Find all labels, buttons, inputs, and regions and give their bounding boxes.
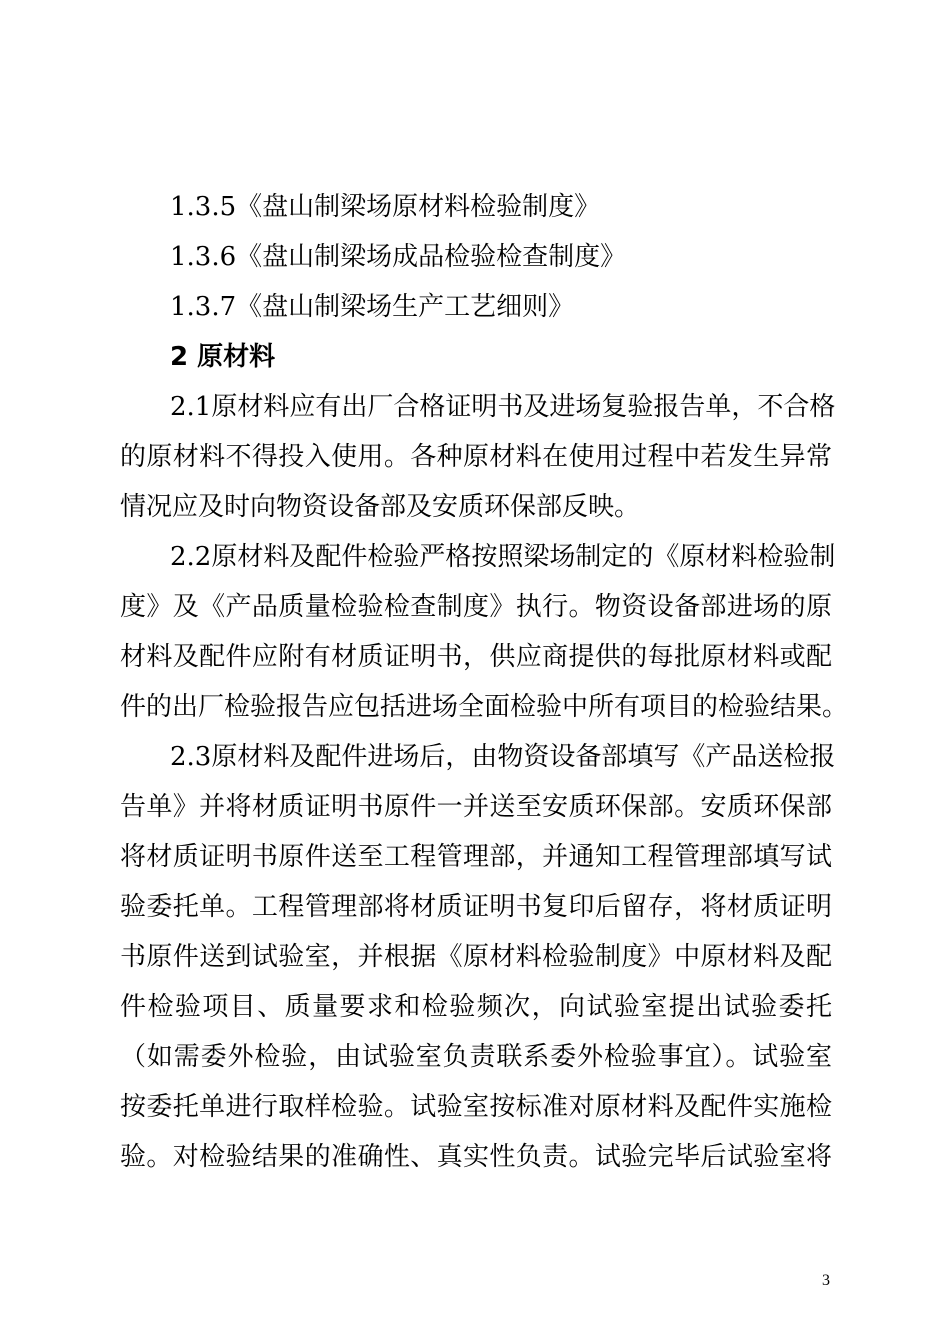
paragraph-2-2-line-1: 2.2原材料及配件检验严格按照梁场制定的《原材料检验制: [170, 542, 836, 572]
paragraph-2-3-line-4: 验委托单。工程管理部将材质证明书复印后留存，将材质证明: [120, 892, 832, 922]
paragraph-2-3-line-7: （如需委外检验，由试验室负责联系委外检验事宜）。试验室: [120, 1042, 832, 1072]
paragraph-2-1-line-1: 2.1原材料应有出厂合格证明书及进场复验报告单，不合格: [170, 392, 836, 422]
paragraph-2-3-line-8: 按委托单进行取样检验。试验室按标准对原材料及配件实施检: [120, 1092, 832, 1122]
paragraph-2-1-line-2: 的原材料不得投入使用。各种原材料在使用过程中若发生异常: [120, 442, 832, 472]
paragraph-2-3-line-9: 验。对检验结果的准确性、真实性负责。试验完毕后试验室将: [120, 1142, 832, 1172]
paragraph-2-2-line-4: 件的出厂检验报告应包括进场全面检验中所有项目的检验结果。: [120, 692, 849, 722]
section-heading-2: 2 原材料: [170, 342, 276, 372]
page-number: 3: [822, 1272, 830, 1289]
paragraph-2-2-line-3: 材料及配件应附有材质证明书，供应商提供的每批原材料或配: [120, 642, 832, 672]
paragraph-2-1-line-3: 情况应及时向物资设备部及安质环保部反映。: [120, 492, 641, 522]
paragraph-2-3-line-6: 件检验项目、质量要求和检验频次，向试验室提出试验委托: [120, 992, 832, 1022]
paragraph-2-3-line-1: 2.3原材料及配件进场后，由物资设备部填写《产品送检报: [170, 742, 836, 772]
paragraph-2-3-line-3: 将材质证明书原件送至工程管理部，并通知工程管理部填写试: [120, 842, 832, 872]
reference-item-1-3-5: 1.3.5《盘山制梁场原材料检验制度》: [170, 192, 601, 222]
paragraph-2-3-line-5: 书原件送到试验室，并根据《原材料检验制度》中原材料及配: [120, 942, 832, 972]
reference-item-1-3-7: 1.3.7《盘山制梁场生产工艺细则》: [170, 292, 575, 322]
paragraph-2-2-line-2: 度》及《产品质量检验检查制度》执行。物资设备部进场的原: [120, 592, 832, 622]
reference-item-1-3-6: 1.3.6《盘山制梁场成品检验检查制度》: [170, 242, 627, 272]
paragraph-2-3-line-2: 告单》并将材质证明书原件一并送至安质环保部。安质环保部: [120, 792, 832, 822]
